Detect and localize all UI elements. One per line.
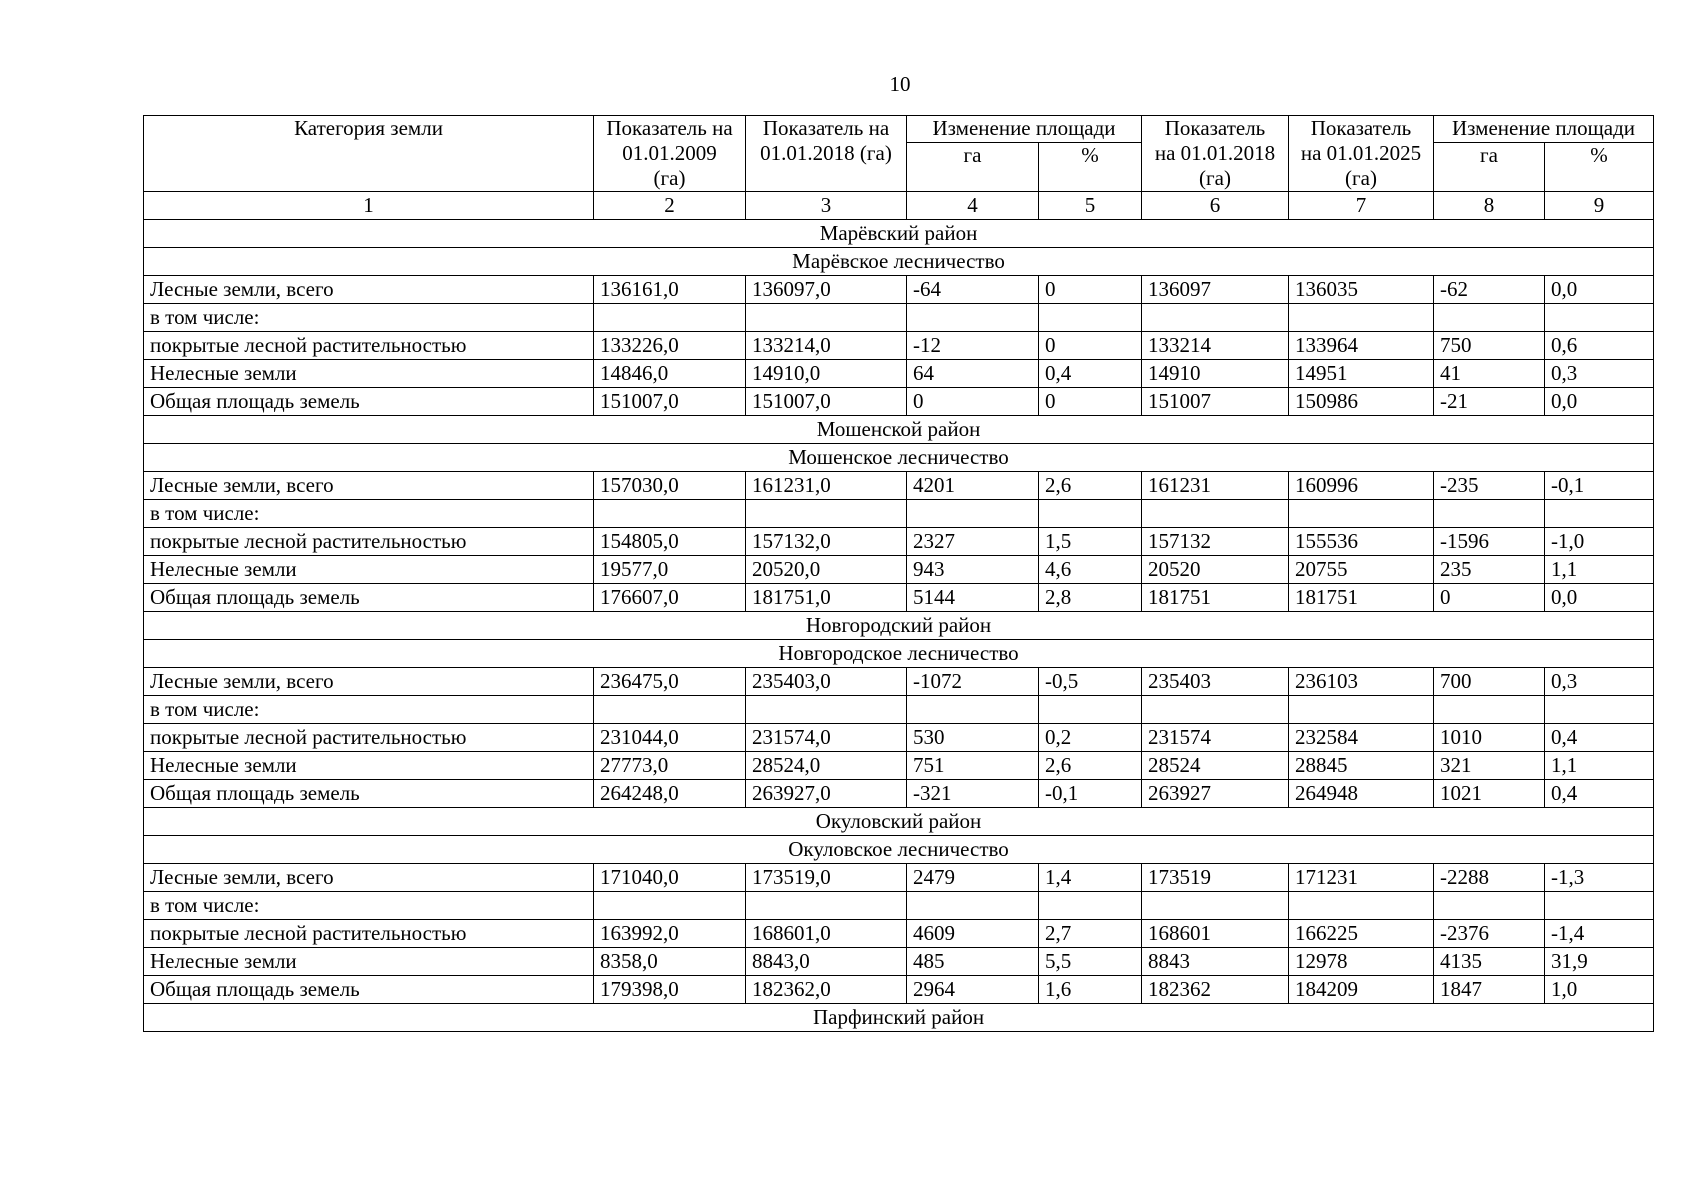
value-cell: 20520,0	[746, 556, 907, 584]
table-row	[144, 528, 1654, 556]
header-indicator-2025: Показатель на 01.01.2025 (га)	[1289, 116, 1434, 192]
table-row	[144, 920, 1654, 948]
value-cell: -1,3	[1545, 864, 1654, 892]
table-body	[144, 192, 1654, 1032]
value-cell: 20755	[1289, 556, 1434, 584]
col-number: 4	[907, 192, 1039, 220]
table-row	[144, 500, 1654, 528]
value-cell: 0,0	[1545, 584, 1654, 612]
value-cell: 176607,0	[594, 584, 746, 612]
table-row	[144, 976, 1654, 1004]
col-number: 9	[1545, 192, 1654, 220]
value-cell	[1545, 696, 1654, 724]
table-row	[144, 752, 1654, 780]
value-cell	[746, 696, 907, 724]
value-cell: 182362	[1142, 976, 1289, 1004]
value-cell	[1434, 696, 1545, 724]
category-cell: покрытые лесной растительностью	[144, 920, 594, 948]
value-cell: 64	[907, 360, 1039, 388]
value-cell: 1,6	[1039, 976, 1142, 1004]
value-cell	[1142, 304, 1289, 332]
forestry-row	[144, 444, 1654, 472]
value-cell	[1289, 304, 1434, 332]
value-cell: 0,4	[1545, 724, 1654, 752]
value-cell: 160996	[1289, 472, 1434, 500]
value-cell: 1021	[1434, 780, 1545, 808]
value-cell: -12	[907, 332, 1039, 360]
header-percent-2: %	[1545, 143, 1654, 192]
value-cell: 231044,0	[594, 724, 746, 752]
value-cell: 0	[1039, 332, 1142, 360]
value-cell: 263927	[1142, 780, 1289, 808]
value-cell: 8843	[1142, 948, 1289, 976]
value-cell	[594, 304, 746, 332]
value-cell: 161231	[1142, 472, 1289, 500]
forestry-row-label: Новгородское лесничество	[144, 640, 1654, 668]
value-cell: 943	[907, 556, 1039, 584]
table-row	[144, 556, 1654, 584]
district-row	[144, 1004, 1654, 1032]
value-cell: 750	[1434, 332, 1545, 360]
value-cell	[1545, 304, 1654, 332]
category-cell: Нелесные земли	[144, 948, 594, 976]
value-cell: 2327	[907, 528, 1039, 556]
value-cell: 0	[1434, 584, 1545, 612]
value-cell: 157132,0	[746, 528, 907, 556]
value-cell: 166225	[1289, 920, 1434, 948]
value-cell: 236103	[1289, 668, 1434, 696]
value-cell: 236475,0	[594, 668, 746, 696]
category-cell: Нелесные земли	[144, 360, 594, 388]
value-cell: 179398,0	[594, 976, 746, 1004]
value-cell: 27773,0	[594, 752, 746, 780]
value-cell: 171231	[1289, 864, 1434, 892]
value-cell: 0	[907, 388, 1039, 416]
value-cell: 173519	[1142, 864, 1289, 892]
table-row	[144, 724, 1654, 752]
value-cell	[1434, 500, 1545, 528]
table-row	[144, 668, 1654, 696]
value-cell	[907, 696, 1039, 724]
category-cell: в том числе:	[144, 696, 594, 724]
value-cell: 136097,0	[746, 276, 907, 304]
col-number: 2	[594, 192, 746, 220]
value-cell: 20520	[1142, 556, 1289, 584]
district-row-label: Парфинский район	[144, 1004, 1654, 1032]
value-cell: 154805,0	[594, 528, 746, 556]
value-cell: 485	[907, 948, 1039, 976]
category-cell: покрытые лесной растительностью	[144, 332, 594, 360]
value-cell: 12978	[1289, 948, 1434, 976]
col-number: 8	[1434, 192, 1545, 220]
value-cell: -1,4	[1545, 920, 1654, 948]
value-cell: 184209	[1289, 976, 1434, 1004]
value-cell	[746, 892, 907, 920]
value-cell	[1545, 892, 1654, 920]
header-ha-1: га	[907, 143, 1039, 192]
value-cell: 14910	[1142, 360, 1289, 388]
value-cell: 4135	[1434, 948, 1545, 976]
col-number: 1	[144, 192, 594, 220]
value-cell	[1142, 500, 1289, 528]
header-land-category: Категория земли	[144, 116, 594, 192]
category-cell: Общая площадь земель	[144, 780, 594, 808]
value-cell: 0	[1039, 276, 1142, 304]
value-cell: 151007	[1142, 388, 1289, 416]
value-cell	[1545, 500, 1654, 528]
table-row	[144, 472, 1654, 500]
value-cell: 5144	[907, 584, 1039, 612]
value-cell: 28845	[1289, 752, 1434, 780]
table-row	[144, 304, 1654, 332]
value-cell: 4609	[907, 920, 1039, 948]
value-cell: 181751,0	[746, 584, 907, 612]
value-cell: -21	[1434, 388, 1545, 416]
value-cell: 136161,0	[594, 276, 746, 304]
table-row	[144, 388, 1654, 416]
value-cell: 31,9	[1545, 948, 1654, 976]
forestry-row-label: Окуловское лесничество	[144, 836, 1654, 864]
table-row	[144, 864, 1654, 892]
value-cell: 41	[1434, 360, 1545, 388]
value-cell: 157030,0	[594, 472, 746, 500]
value-cell: 1,0	[1545, 976, 1654, 1004]
value-cell: 264248,0	[594, 780, 746, 808]
value-cell: 0,0	[1545, 276, 1654, 304]
category-cell: в том числе:	[144, 500, 594, 528]
value-cell	[907, 304, 1039, 332]
value-cell: 1,4	[1039, 864, 1142, 892]
value-cell: -235	[1434, 472, 1545, 500]
value-cell: 136035	[1289, 276, 1434, 304]
value-cell: 155536	[1289, 528, 1434, 556]
value-cell: 2479	[907, 864, 1039, 892]
value-cell: -0,1	[1545, 472, 1654, 500]
value-cell: 4,6	[1039, 556, 1142, 584]
forestry-row	[144, 836, 1654, 864]
value-cell: 163992,0	[594, 920, 746, 948]
header-indicator-2009: Показатель на 01.01.2009 (га)	[594, 116, 746, 192]
category-cell: в том числе:	[144, 304, 594, 332]
value-cell: 182362,0	[746, 976, 907, 1004]
table-row	[144, 360, 1654, 388]
category-cell: Общая площадь земель	[144, 976, 594, 1004]
col-number: 5	[1039, 192, 1142, 220]
value-cell: -1,0	[1545, 528, 1654, 556]
value-cell	[1039, 892, 1142, 920]
district-row-label: Новгородский район	[144, 612, 1654, 640]
table-row	[144, 780, 1654, 808]
value-cell	[1039, 696, 1142, 724]
value-cell: 168601	[1142, 920, 1289, 948]
district-row-label: Мошенской район	[144, 416, 1654, 444]
value-cell: 2964	[907, 976, 1039, 1004]
category-cell: Лесные земли, всего	[144, 276, 594, 304]
table-row	[144, 276, 1654, 304]
category-cell: Нелесные земли	[144, 556, 594, 584]
value-cell	[1142, 892, 1289, 920]
value-cell: 0,4	[1545, 780, 1654, 808]
value-cell: 14951	[1289, 360, 1434, 388]
value-cell: 19577,0	[594, 556, 746, 584]
value-cell: 8843,0	[746, 948, 907, 976]
value-cell: 28524,0	[746, 752, 907, 780]
value-cell: -1596	[1434, 528, 1545, 556]
district-row-label: Окуловский район	[144, 808, 1654, 836]
value-cell	[1039, 304, 1142, 332]
value-cell: 133214,0	[746, 332, 907, 360]
value-cell: 263927,0	[746, 780, 907, 808]
value-cell: 151007,0	[594, 388, 746, 416]
value-cell: -62	[1434, 276, 1545, 304]
value-cell: 168601,0	[746, 920, 907, 948]
value-cell: 235	[1434, 556, 1545, 584]
header-percent-1: %	[1039, 143, 1142, 192]
header-ha-2: га	[1434, 143, 1545, 192]
value-cell	[1434, 304, 1545, 332]
value-cell: 231574	[1142, 724, 1289, 752]
value-cell: 235403,0	[746, 668, 907, 696]
forestry-row-label: Марёвское лесничество	[144, 248, 1654, 276]
forestry-row	[144, 640, 1654, 668]
value-cell: 0,6	[1545, 332, 1654, 360]
value-cell: 5,5	[1039, 948, 1142, 976]
land-category-table	[143, 115, 1654, 1032]
value-cell: 2,8	[1039, 584, 1142, 612]
value-cell: 181751	[1289, 584, 1434, 612]
header-area-change-2: Изменение площади	[1434, 116, 1654, 143]
header-indicator-2018-b: Показатель на 01.01.2018 (га)	[1142, 116, 1289, 192]
value-cell: 4201	[907, 472, 1039, 500]
value-cell	[907, 892, 1039, 920]
value-cell: 136097	[1142, 276, 1289, 304]
value-cell: 0,4	[1039, 360, 1142, 388]
table-row	[144, 696, 1654, 724]
district-row	[144, 612, 1654, 640]
value-cell: 171040,0	[594, 864, 746, 892]
value-cell	[1434, 892, 1545, 920]
value-cell: 1,5	[1039, 528, 1142, 556]
value-cell: -64	[907, 276, 1039, 304]
value-cell	[594, 696, 746, 724]
header-indicator-2018: Показатель на 01.01.2018 (га)	[746, 116, 907, 192]
header-area-change-1: Изменение площади	[907, 116, 1142, 143]
col-number: 3	[746, 192, 907, 220]
value-cell: 161231,0	[746, 472, 907, 500]
value-cell: 0,0	[1545, 388, 1654, 416]
category-cell: Общая площадь земель	[144, 584, 594, 612]
table-row	[144, 584, 1654, 612]
value-cell	[746, 304, 907, 332]
value-cell: 2,6	[1039, 472, 1142, 500]
col-number: 7	[1289, 192, 1434, 220]
value-cell	[1142, 696, 1289, 724]
value-cell: -321	[907, 780, 1039, 808]
page-number: 10	[889, 72, 911, 96]
value-cell: 2,6	[1039, 752, 1142, 780]
district-row-label: Марёвский район	[144, 220, 1654, 248]
value-cell: -0,5	[1039, 668, 1142, 696]
value-cell: 751	[907, 752, 1039, 780]
value-cell: 151007,0	[746, 388, 907, 416]
value-cell: 133214	[1142, 332, 1289, 360]
col-number: 6	[1142, 192, 1289, 220]
category-cell: Общая площадь земель	[144, 388, 594, 416]
district-row	[144, 416, 1654, 444]
value-cell: -0,1	[1039, 780, 1142, 808]
forestry-row-label: Мошенское лесничество	[144, 444, 1654, 472]
value-cell: 0,2	[1039, 724, 1142, 752]
value-cell: 235403	[1142, 668, 1289, 696]
column-number-row	[144, 192, 1654, 220]
category-cell: покрытые лесной растительностью	[144, 528, 594, 556]
value-cell: 232584	[1289, 724, 1434, 752]
value-cell: 1847	[1434, 976, 1545, 1004]
value-cell: 8358,0	[594, 948, 746, 976]
value-cell: 2,7	[1039, 920, 1142, 948]
value-cell: -2376	[1434, 920, 1545, 948]
value-cell	[1289, 500, 1434, 528]
table-row	[144, 332, 1654, 360]
value-cell	[594, 500, 746, 528]
forestry-row	[144, 248, 1654, 276]
category-cell: покрытые лесной растительностью	[144, 724, 594, 752]
district-row	[144, 220, 1654, 248]
value-cell: 700	[1434, 668, 1545, 696]
value-cell: 28524	[1142, 752, 1289, 780]
value-cell	[1289, 696, 1434, 724]
category-cell: Лесные земли, всего	[144, 864, 594, 892]
value-cell: -2288	[1434, 864, 1545, 892]
district-row	[144, 808, 1654, 836]
value-cell	[907, 500, 1039, 528]
value-cell: 1,1	[1545, 752, 1654, 780]
value-cell: 14910,0	[746, 360, 907, 388]
table-row	[144, 892, 1654, 920]
category-cell: Нелесные земли	[144, 752, 594, 780]
value-cell: 1,1	[1545, 556, 1654, 584]
value-cell: 1010	[1434, 724, 1545, 752]
value-cell: 150986	[1289, 388, 1434, 416]
value-cell: 133226,0	[594, 332, 746, 360]
value-cell: 173519,0	[746, 864, 907, 892]
value-cell: 530	[907, 724, 1039, 752]
value-cell: 133964	[1289, 332, 1434, 360]
value-cell: 264948	[1289, 780, 1434, 808]
value-cell: 181751	[1142, 584, 1289, 612]
value-cell: 157132	[1142, 528, 1289, 556]
value-cell	[746, 500, 907, 528]
value-cell: 0,3	[1545, 360, 1654, 388]
value-cell	[594, 892, 746, 920]
value-cell: 321	[1434, 752, 1545, 780]
value-cell: 0,3	[1545, 668, 1654, 696]
value-cell	[1039, 500, 1142, 528]
value-cell: -1072	[907, 668, 1039, 696]
table-row	[144, 948, 1654, 976]
category-cell: Лесные земли, всего	[144, 472, 594, 500]
value-cell: 14846,0	[594, 360, 746, 388]
value-cell	[1289, 892, 1434, 920]
category-cell: Лесные земли, всего	[144, 668, 594, 696]
category-cell: в том числе:	[144, 892, 594, 920]
value-cell: 231574,0	[746, 724, 907, 752]
value-cell: 0	[1039, 388, 1142, 416]
